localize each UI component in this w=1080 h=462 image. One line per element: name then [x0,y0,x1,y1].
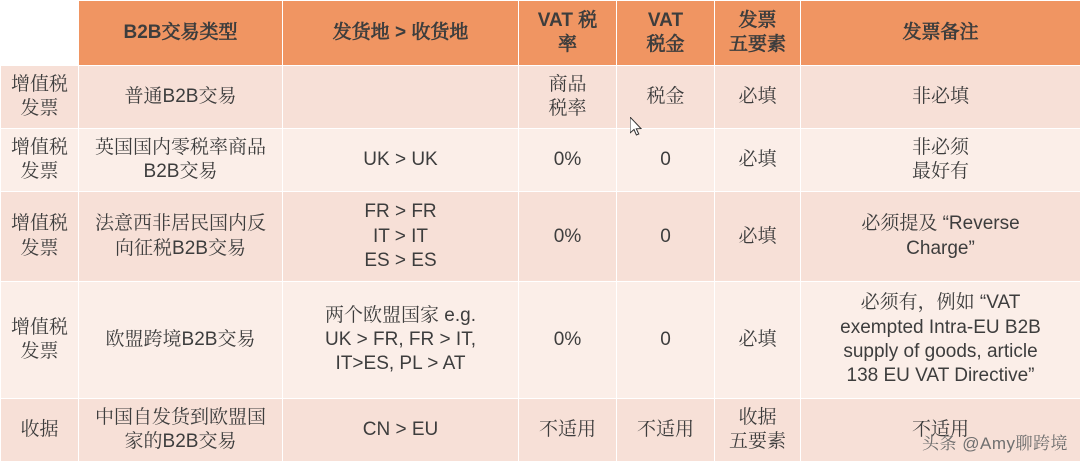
row-label [1,192,79,282]
row-type-line: 欧盟跨境B2B交易 [105,328,256,350]
row-tax-line: 0 [660,149,671,171]
header-row [1,1,1080,66]
row-invoice-elements [715,192,801,282]
row-transaction-type [79,66,283,129]
row-note-line: 必须提及 “Reverse [861,213,1020,235]
row-note-line: 138 EU VAT Directive” [846,365,1035,387]
table-row [1,192,1080,282]
row-label [1,398,79,461]
row-label-line: 增值税 [10,136,68,158]
row-vat-rate [519,282,617,399]
row-route-line: ES > ES [364,249,437,271]
watermark-text: 头条 @Amy聊跨境 [922,434,1068,453]
row-label [1,66,79,129]
row-five-line: 必填 [738,225,777,247]
row-transaction-type [79,129,283,192]
row-rate-line: 0% [553,328,582,350]
table-row [1,398,1080,461]
row-vat-amount [617,192,715,282]
row-vat-rate [519,192,617,282]
row-note-line: 非必填 [911,85,969,107]
row-label-line: 发票 [20,161,59,183]
row-five-line: 五要素 [728,430,786,452]
row-type-line: 普通B2B交易 [124,85,237,107]
row-route-line: IT > IT [372,225,429,247]
row-type-line: 中国自发货到欧盟国 [94,406,266,428]
row-tax-line: 0 [660,225,671,247]
header-invoice-elements-line-2: 五要素 [728,34,786,55]
table-row [1,129,1080,192]
row-route [283,398,519,461]
row-route [283,192,519,282]
table-row [1,66,1080,129]
header-vat-amount-line-2: 税金 [646,34,685,55]
row-type-line: 法意西非居民国内反 [94,213,266,235]
row-label-line: 发票 [20,237,59,259]
row-label-line: 增值税 [10,316,68,338]
row-label-line: 收据 [20,418,59,440]
row-type-line: 英国国内零税率商品 [94,136,266,158]
row-label-line: 增值税 [10,73,68,95]
row-transaction-type [79,398,283,461]
row-five-line: 必填 [738,328,777,350]
header-cell-invoice-remark: 发票备注 [801,1,1080,66]
row-rate-line: 商品 [548,73,587,95]
row-vat-rate [519,129,617,192]
row-rate-line: 不适用 [538,418,596,440]
row-note-line: 不适用 [911,418,969,440]
row-route-line: FR > FR [364,201,437,223]
row-invoice-remark [801,66,1080,129]
row-invoice-elements [715,129,801,192]
row-invoice-elements [715,398,801,461]
row-vat-amount [617,66,715,129]
row-transaction-type [79,282,283,399]
row-note-line: 非必须 [911,136,969,158]
row-type-line: B2B交易 [143,161,218,183]
header-cell-invoice-elements [715,1,801,66]
header-cell-route: 发货地 > 收货地 [283,1,519,66]
row-type-line: 向征税B2B交易 [115,237,246,259]
header-cell-corner [1,1,79,66]
row-vat-amount [617,282,715,399]
row-invoice-elements [715,282,801,399]
watermark [922,429,1068,454]
row-invoice-remark [801,129,1080,192]
row-type-line: 家的B2B交易 [124,430,237,452]
row-tax-line: 不适用 [636,418,694,440]
row-vat-amount [617,398,715,461]
table-row [1,282,1080,399]
row-five-line: 必填 [738,85,777,107]
row-label-line: 增值税 [10,213,68,235]
row-label [1,129,79,192]
header-vat-rate-line-2: 率 [557,34,577,55]
header-cell-transaction-type: B2B交易类型 [79,1,283,66]
row-route [283,282,519,399]
row-note-line: exempted Intra-EU B2B [840,316,1041,338]
row-rate-line: 税率 [548,98,587,120]
row-note-line: 必须有，例如 “VAT [860,292,1021,314]
row-label [1,282,79,399]
row-vat-rate [519,398,617,461]
row-route-line: UK > UK [363,149,438,171]
row-note-line: 最好有 [911,161,969,183]
header-vat-amount-line-1: VAT [647,9,684,31]
header-invoice-elements-line-1: 发票 [738,9,777,31]
row-transaction-type [79,192,283,282]
row-route [283,129,519,192]
row-note-line: supply of goods, article [843,340,1038,362]
row-tax-line: 0 [660,328,671,350]
row-route-line: IT>ES, PL > AT [335,353,466,375]
row-route-line: CN > EU [362,418,439,440]
row-five-line: 收据 [738,406,777,428]
table-body [1,66,1080,462]
table-header [1,1,1080,66]
row-label-line: 发票 [20,340,59,362]
row-invoice-remark [801,282,1080,399]
row-route-line: UK > FR, FR > IT, [325,328,476,350]
row-five-line: 必填 [738,149,777,171]
row-vat-amount [617,129,715,192]
header-cell-vat-amount [617,1,715,66]
row-vat-rate [519,66,617,129]
row-invoice-remark [801,192,1080,282]
row-note-line: Charge” [906,237,975,259]
row-route [283,66,519,129]
row-route-line: 两个欧盟国家 e.g. [325,304,476,326]
row-rate-line: 0% [553,225,582,247]
row-invoice-elements [715,66,801,129]
header-vat-rate-line-1: VAT 税 [537,9,598,31]
row-rate-line: 0% [553,149,582,171]
header-cell-vat-rate [519,1,617,66]
row-tax-line: 税金 [646,85,685,107]
row-label-line: 发票 [20,98,59,120]
